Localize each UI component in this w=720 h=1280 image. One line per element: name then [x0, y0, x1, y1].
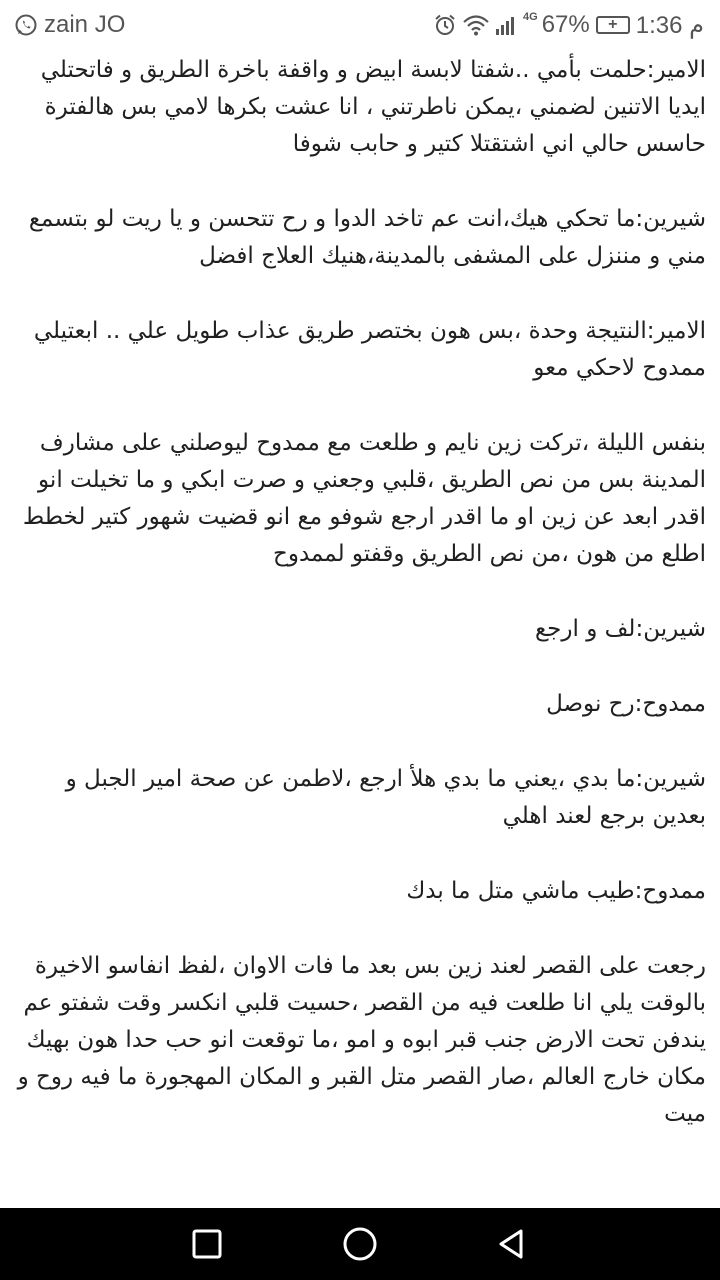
alarm-clock-icon — [433, 13, 457, 37]
story-paragraph: الامير:حلمت بأمي ..شفتا لابسة ابيض و واقفة باخرة الطريق و فاتحتلي ايديا الاتنين لضمني ،يمكن ناطرتني ، انا عشت بكرها لامي بس هالفترة حاسس حالي اني اشتقتلا كتير و حابب شوفا — [33, 57, 706, 157]
recents-square-icon[interactable] — [177, 1214, 237, 1274]
story-paragraph: رجعت على القصر لعند زين بس بعد ما فات الاوان ،لفظ انفاسو الاخيرة بالوقت يلي انا طلعت فيه من القصر ،حسيت قلبي انكسر وقت شفتو عم يندفن تحت الارض جنب قبر ابوه و امو ،ما توقعت انو حب حدا هون بهيك مكان خارج العالم ،صار القصر متل القبر و المكان المهجورة ما فيه روح و ميت — [10, 953, 706, 1127]
story-paragraph: شيرين:ما تحكي هيك،انت عم تاخد الدوا و رح تتحسن و يا ريت لو بتسمع مني و مننزل على المشفى بالمدينة،هنيك العلاج افضل — [21, 206, 706, 269]
status-bar — [0, 0, 720, 50]
carrier-name: zain JO — [44, 11, 126, 38]
status-right — [433, 11, 704, 40]
signal-icon — [495, 14, 517, 36]
wifi-icon — [463, 14, 489, 36]
whatsapp-icon — [14, 13, 38, 37]
network-type: 4G — [523, 11, 538, 23]
story-text-area[interactable] — [0, 50, 720, 1208]
back-triangle-icon[interactable] — [483, 1214, 543, 1274]
battery-percent: 67% — [541, 11, 590, 38]
story-paragraph: ممدوح:رح نوصل — [546, 691, 706, 717]
home-circle-icon[interactable] — [330, 1214, 390, 1274]
status-left — [14, 11, 125, 39]
story-paragraph: الامير:النتيجة وحدة ،بس هون بختصر طريق عذاب طويل علي .. ابعتيلي ممدوح لاحكي معو — [26, 318, 706, 381]
story-paragraph: ممدوح:طيب ماشي متل ما بدك — [406, 878, 706, 904]
battery-charging-icon: + — [596, 16, 630, 34]
story-paragraph: شيرين:ما بدي ،يعني ما بدي هلأ ارجع ،لاطمن عن صحة امير الجبل و بعدين برجع لعند اهلي — [58, 766, 706, 829]
clock-time: 1:36 م — [635, 11, 704, 39]
story-paragraph: بنفس الليلة ،تركت زين نايم و طلعت مع ممدوح ليوصلني على مشارف المدينة بس من نص الطريق ،قلبي وجعني و صرت ابكي و ما تخيلت انو اقدر ابعد عن زين او ما اقدر ارجع شوفو مع انو قضيت شهور كتير لخطط اطلع من هون ،من نص الطريق وقفتو لممدوح — [15, 430, 706, 567]
navigation-bar — [0, 1208, 720, 1280]
story-paragraph: شيرين:لف و ارجع — [534, 616, 706, 642]
